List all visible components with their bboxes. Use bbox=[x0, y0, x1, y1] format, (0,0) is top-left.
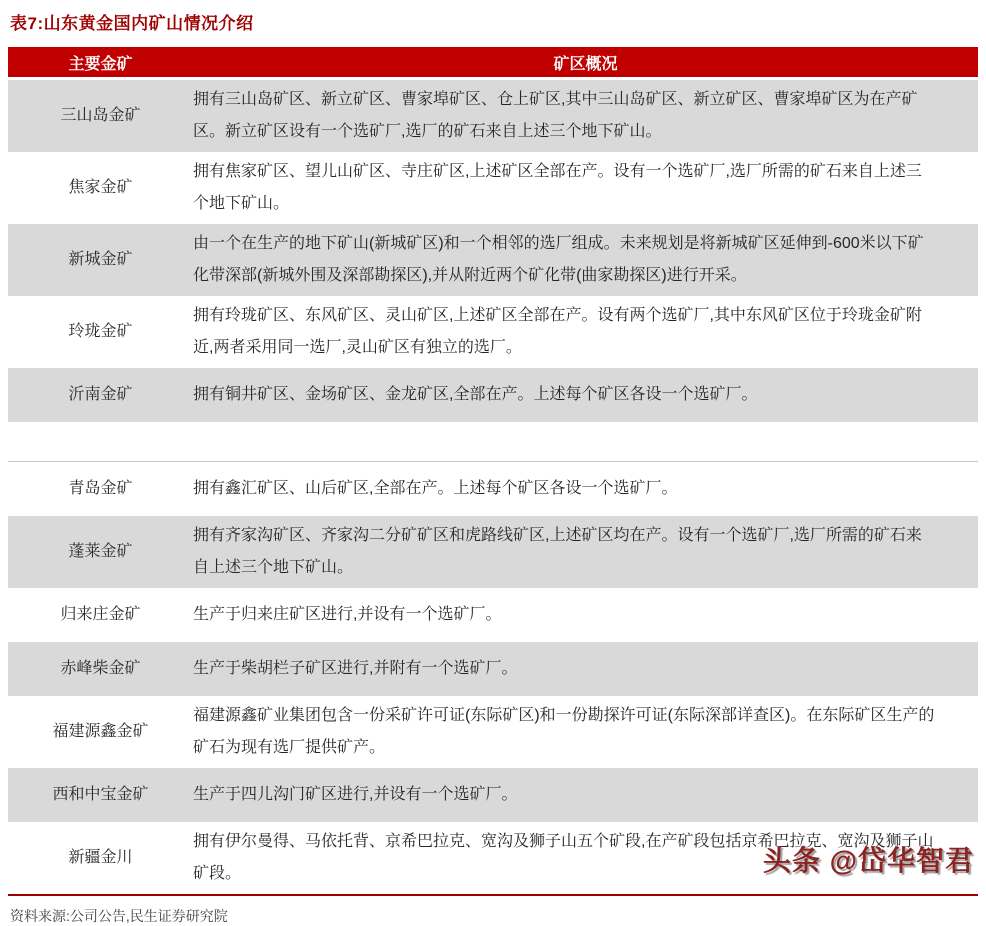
mine-name: 西和中宝金矿 bbox=[52, 786, 149, 803]
table-row bbox=[8, 768, 978, 822]
table-row bbox=[8, 642, 978, 696]
mine-desc: 福建源鑫矿业集团包含一份采矿许可证(东际矿区)和一份勘探许可证(东际深部详查区)。在东际矿区生产的矿石为现有选厂提供矿产。 bbox=[193, 707, 935, 756]
mine-name: 玲珑金矿 bbox=[68, 323, 133, 340]
mine-table-body bbox=[8, 80, 978, 894]
mine-name: 蓬莱金矿 bbox=[68, 543, 133, 560]
report-page bbox=[0, 9, 986, 924]
table-row bbox=[8, 696, 978, 768]
mine-name: 新城金矿 bbox=[68, 251, 133, 268]
mine-name: 新疆金川 bbox=[68, 849, 133, 866]
mine-desc: 生产于柴胡栏子矿区进行,并附有一个选矿厂。 bbox=[193, 660, 518, 677]
mine-name: 福建源鑫金矿 bbox=[52, 723, 149, 740]
mine-name: 青岛金矿 bbox=[68, 480, 133, 497]
mine-table bbox=[8, 47, 978, 894]
table-row bbox=[8, 80, 978, 152]
table-header-row bbox=[8, 47, 978, 77]
footer-divider bbox=[8, 894, 978, 896]
mine-desc: 由一个在生产的地下矿山(新城矿区)和一个相邻的选厂组成。未来规划是将新城矿区延伸到-600米以下矿化带深部(新城外围及深部勘探区),并从附近两个矿化带(曲家勘探区)进行开采。 bbox=[193, 235, 924, 284]
mine-name: 沂南金矿 bbox=[68, 386, 133, 403]
section-gap bbox=[8, 422, 978, 462]
table-row bbox=[8, 368, 978, 422]
mine-desc: 拥有三山岛矿区、新立矿区、曹家埠矿区、仓上矿区,其中三山岛矿区、新立矿区、曹家埠矿区为在产矿区。新立矿区设有一个选矿厂,选厂的矿石来自上述三个地下矿山。 bbox=[193, 91, 918, 140]
mine-desc: 拥有玲珑矿区、东风矿区、灵山矿区,上述矿区全部在产。设有两个选矿厂,其中东风矿区位于玲珑金矿附近,两者采用同一选厂,灵山矿区有独立的选厂。 bbox=[193, 307, 922, 356]
mine-name: 焦家金矿 bbox=[68, 179, 133, 196]
mine-desc: 生产于归来庄矿区进行,并设有一个选矿厂。 bbox=[193, 606, 502, 623]
watermark: 头条 @岱华智君 bbox=[762, 845, 974, 876]
table-row bbox=[8, 516, 978, 588]
header-cell-overview: 矿区概况 bbox=[553, 55, 618, 73]
mine-desc: 拥有焦家矿区、望儿山矿区、寺庄矿区,上述矿区全部在产。设有一个选矿厂,选厂所需的矿石来自上述三个地下矿山。 bbox=[193, 163, 922, 212]
table-row bbox=[8, 588, 978, 642]
table-row bbox=[8, 224, 978, 296]
header-cell-main-mines: 主要金矿 bbox=[68, 55, 133, 73]
table-row bbox=[8, 296, 978, 368]
mine-name: 赤峰柴金矿 bbox=[60, 660, 141, 677]
mine-name: 三山岛金矿 bbox=[60, 107, 141, 124]
mine-desc: 拥有铜井矿区、金场矿区、金龙矿区,全部在产。上述每个矿区各设一个选矿厂。 bbox=[193, 386, 758, 403]
source-note: 资料来源:公司公告,民生证券研究院 bbox=[10, 908, 228, 924]
mine-desc: 拥有鑫汇矿区、山后矿区,全部在产。上述每个矿区各设一个选矿厂。 bbox=[193, 480, 678, 497]
table-row bbox=[8, 462, 978, 516]
mine-desc: 拥有齐家沟矿区、齐家沟二分矿矿区和虎路线矿区,上述矿区均在产。设有一个选矿厂,选厂所需的矿石来自上述三个地下矿山。 bbox=[193, 527, 922, 576]
mine-desc: 拥有伊尔曼得、马依托背、京希巴拉克、宽沟及狮子山五个矿段,在产矿段包括京希巴拉克、宽沟及狮子山矿段。 bbox=[193, 833, 934, 882]
mine-desc: 生产于四儿沟门矿区进行,并设有一个选矿厂。 bbox=[193, 786, 518, 803]
mine-name: 归来庄金矿 bbox=[60, 606, 141, 623]
table-row bbox=[8, 152, 978, 224]
table-title: 表7:山东黄金国内矿山情况介绍 bbox=[10, 14, 254, 33]
